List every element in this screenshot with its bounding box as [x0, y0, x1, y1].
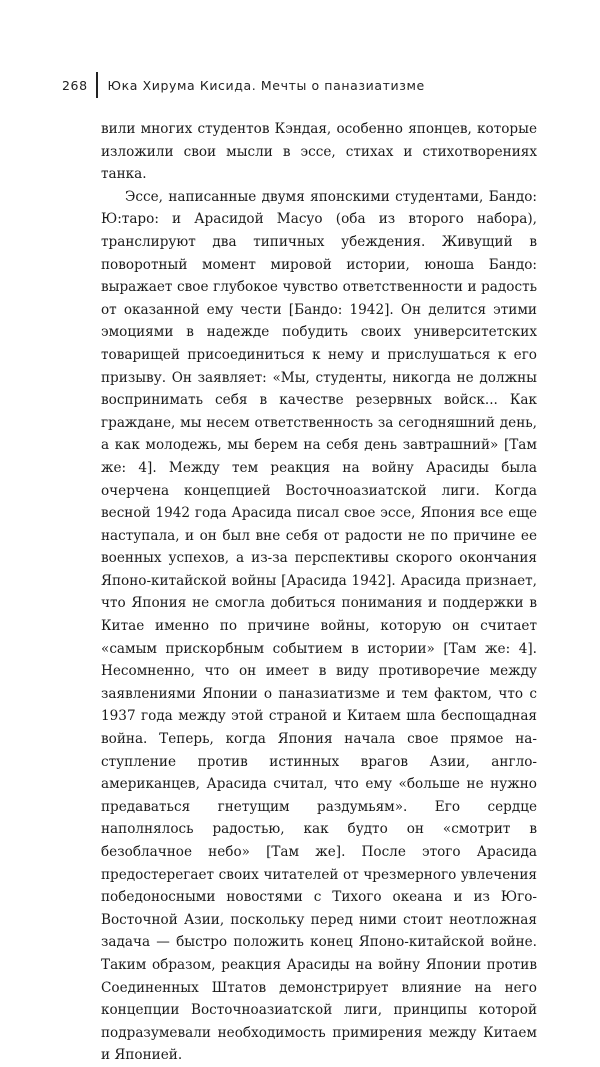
running-head: [62, 72, 425, 98]
paragraph-essays: Эссе, написанные двумя японскими студентами, Бандо: Ю:таро: и Арасидой Масуо (оба из второго набора), транслируют два типичных убеждения. Живущий в поворотный момент мировой истории, юноша Бандо: выражает свое глубокое чувство ответственности и радость от оказанной ему чести [Бандо: 1942]. Он делится этими эмоциями в надежде побудить своих университетских товарищей присоединиться к нему и прислушаться к его призыву. Он заявляет: «Мы, студенты, никогда не должны воспринимать себя в качестве резервных войск... Как граждане, мы несем ответственность за сегодняшний день, а как молодежь, мы берем на себя день завтрашний» [Там же: 4]. Между тем реакция на войну Арасиды была очерчена концепцией Восточноазиатской лиги. Когда весной 1942 года Арасида писал свое эссе, Япония все еще наступала, и он был вне себя от радости не по причине ее военных успехов, а из-за перспективы скорого окончания Японо-китайской войны [Арасида 1942]. Арасида признает, что Япония не смогла добиться понимания и поддержки в Китае именно по причине войны, которую он считает «самым прискорбным событием в истории» [Там же: 4]. Несомненно, что он имеет в виду противоречие между заявлениями Японии о паназиатизме и тем фактом, что с 1937 года между этой страной и Китаем шла беспощадная война. Теперь, когда Япония начала свое прямое наступление против истинных врагов Азии, англо-американцев, Арасида считал, что ему «больше не нужно предаваться гнетущим раздумьям». Его сердце наполнялось радостью, как будто он «смотрит в безоблачное небо» [Там же]. После этого Арасида предостерегает своих читателей от чрезмерного увлечения победоносными новостями с Тихого океана и из Юго-Восточной Азии, поскольку перед ними стоит неотложная задача — быстро положить конец Японо-китайской войне. Таким образом, реакция Арасиды на войну Японии против Соединенных Штатов демонстрирует влияние на него концепции Восточноазиатской лиги, принципы которой подразумевали необходимость примирения между Китаем и Японией.: [101, 188, 537, 1064]
running-head-divider: [96, 72, 98, 98]
running-head-title: Юка Хирума Кисида. Мечты о паназиатизме: [107, 77, 425, 93]
paragraph-continuation: вили многих студентов Кэндая, особенно японцев, которые изложили свои мысли в эссе, стихах и стихотворениях танка.: [101, 121, 537, 183]
body-text: [101, 118, 537, 1067]
page-number: 268: [62, 77, 88, 93]
